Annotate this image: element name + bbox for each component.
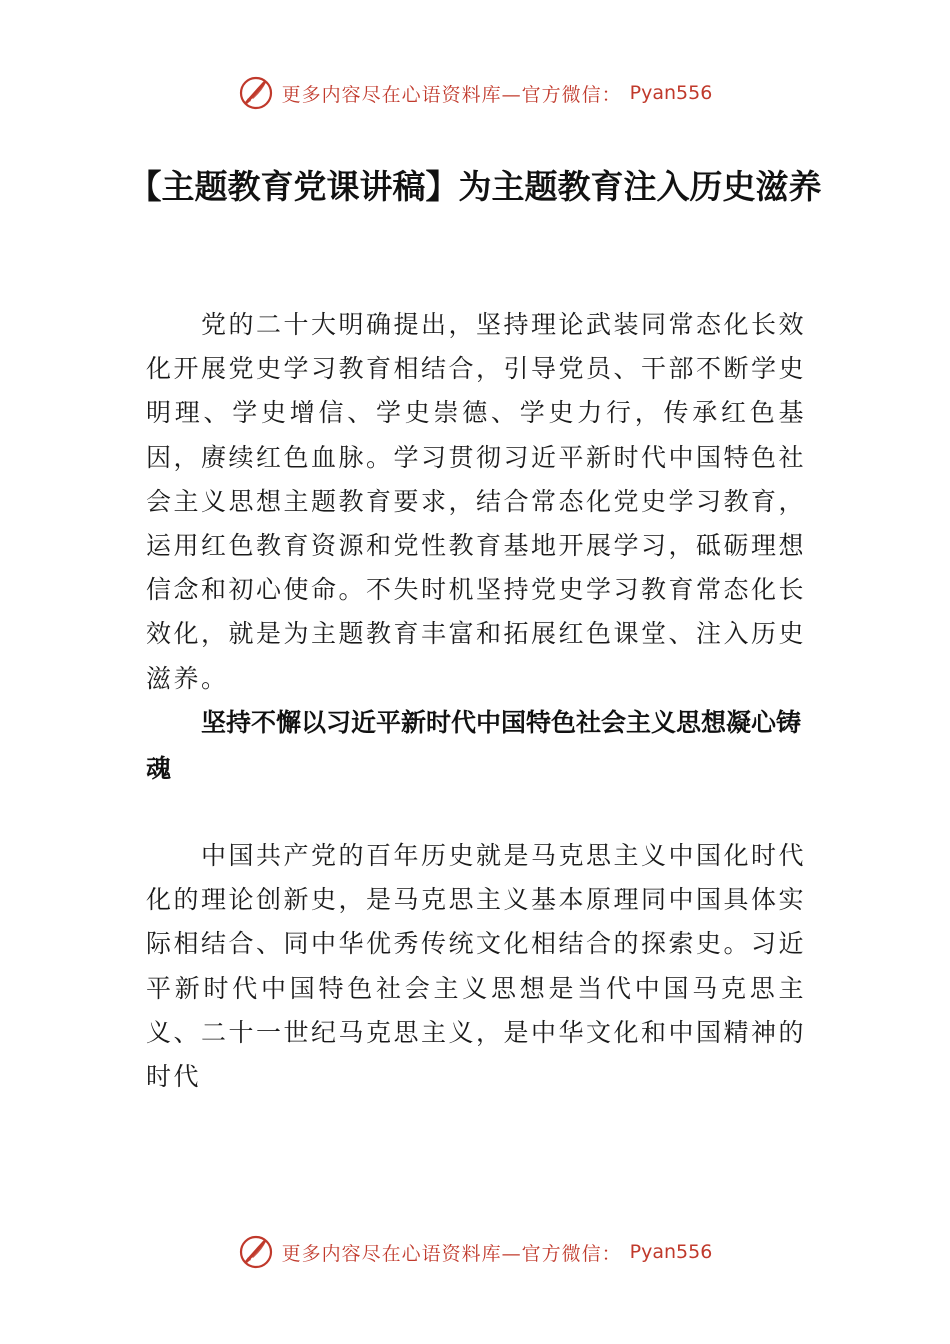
document-title: 【主题教育党课讲稿】为主题教育注入历史滋养 (128, 167, 822, 206)
watermark-wechat-id: Pyan556 (629, 1241, 713, 1263)
footer-watermark (0, 1232, 950, 1272)
watermark-wechat-id: Pyan556 (629, 82, 713, 104)
quill-logo-icon (238, 1234, 274, 1270)
body-paragraph-2: 中国共产党的百年历史就是马克思主义中国化时代化的理论创新史，是马克思主义基本原理同中国具体实际相结合、同中华优秀传统文化相结合的探索史。习近平新时代中国特色社会主义思想是当代中国马克思主义、二十一世纪马克思主义，是中华文化和中国精神的时代 (146, 841, 807, 1092)
watermark-text: 更多内容尽在心语资料库—官方微信： (281, 83, 622, 106)
body-paragraph-1: 党的二十大明确提出，坚持理论武装同常态化长效化开展党史学习教育相结合，引导党员、干部不断学史明理、学史增信、学史崇德、学史力行，传承红色基因，赓续红色血脉。学习贯彻习近平新时代中国特色社会主义思想主题教育要求，结合常态化党史学习教育，运用红色教育资源和党性教育基地开展学习，砥砺理想信念和初心使命。不失时机坚持党史学习教育常态化长效化，就是为主题教育丰富和拓展红色课堂、注入历史滋养。 (146, 310, 807, 693)
section-heading: 坚持不懈以习近平新时代中国特色社会主义思想凝心铸魂 (146, 708, 802, 783)
quill-logo-icon (238, 75, 274, 111)
header-watermark (0, 73, 950, 113)
watermark-text: 更多内容尽在心语资料库—官方微信： (281, 1242, 622, 1265)
